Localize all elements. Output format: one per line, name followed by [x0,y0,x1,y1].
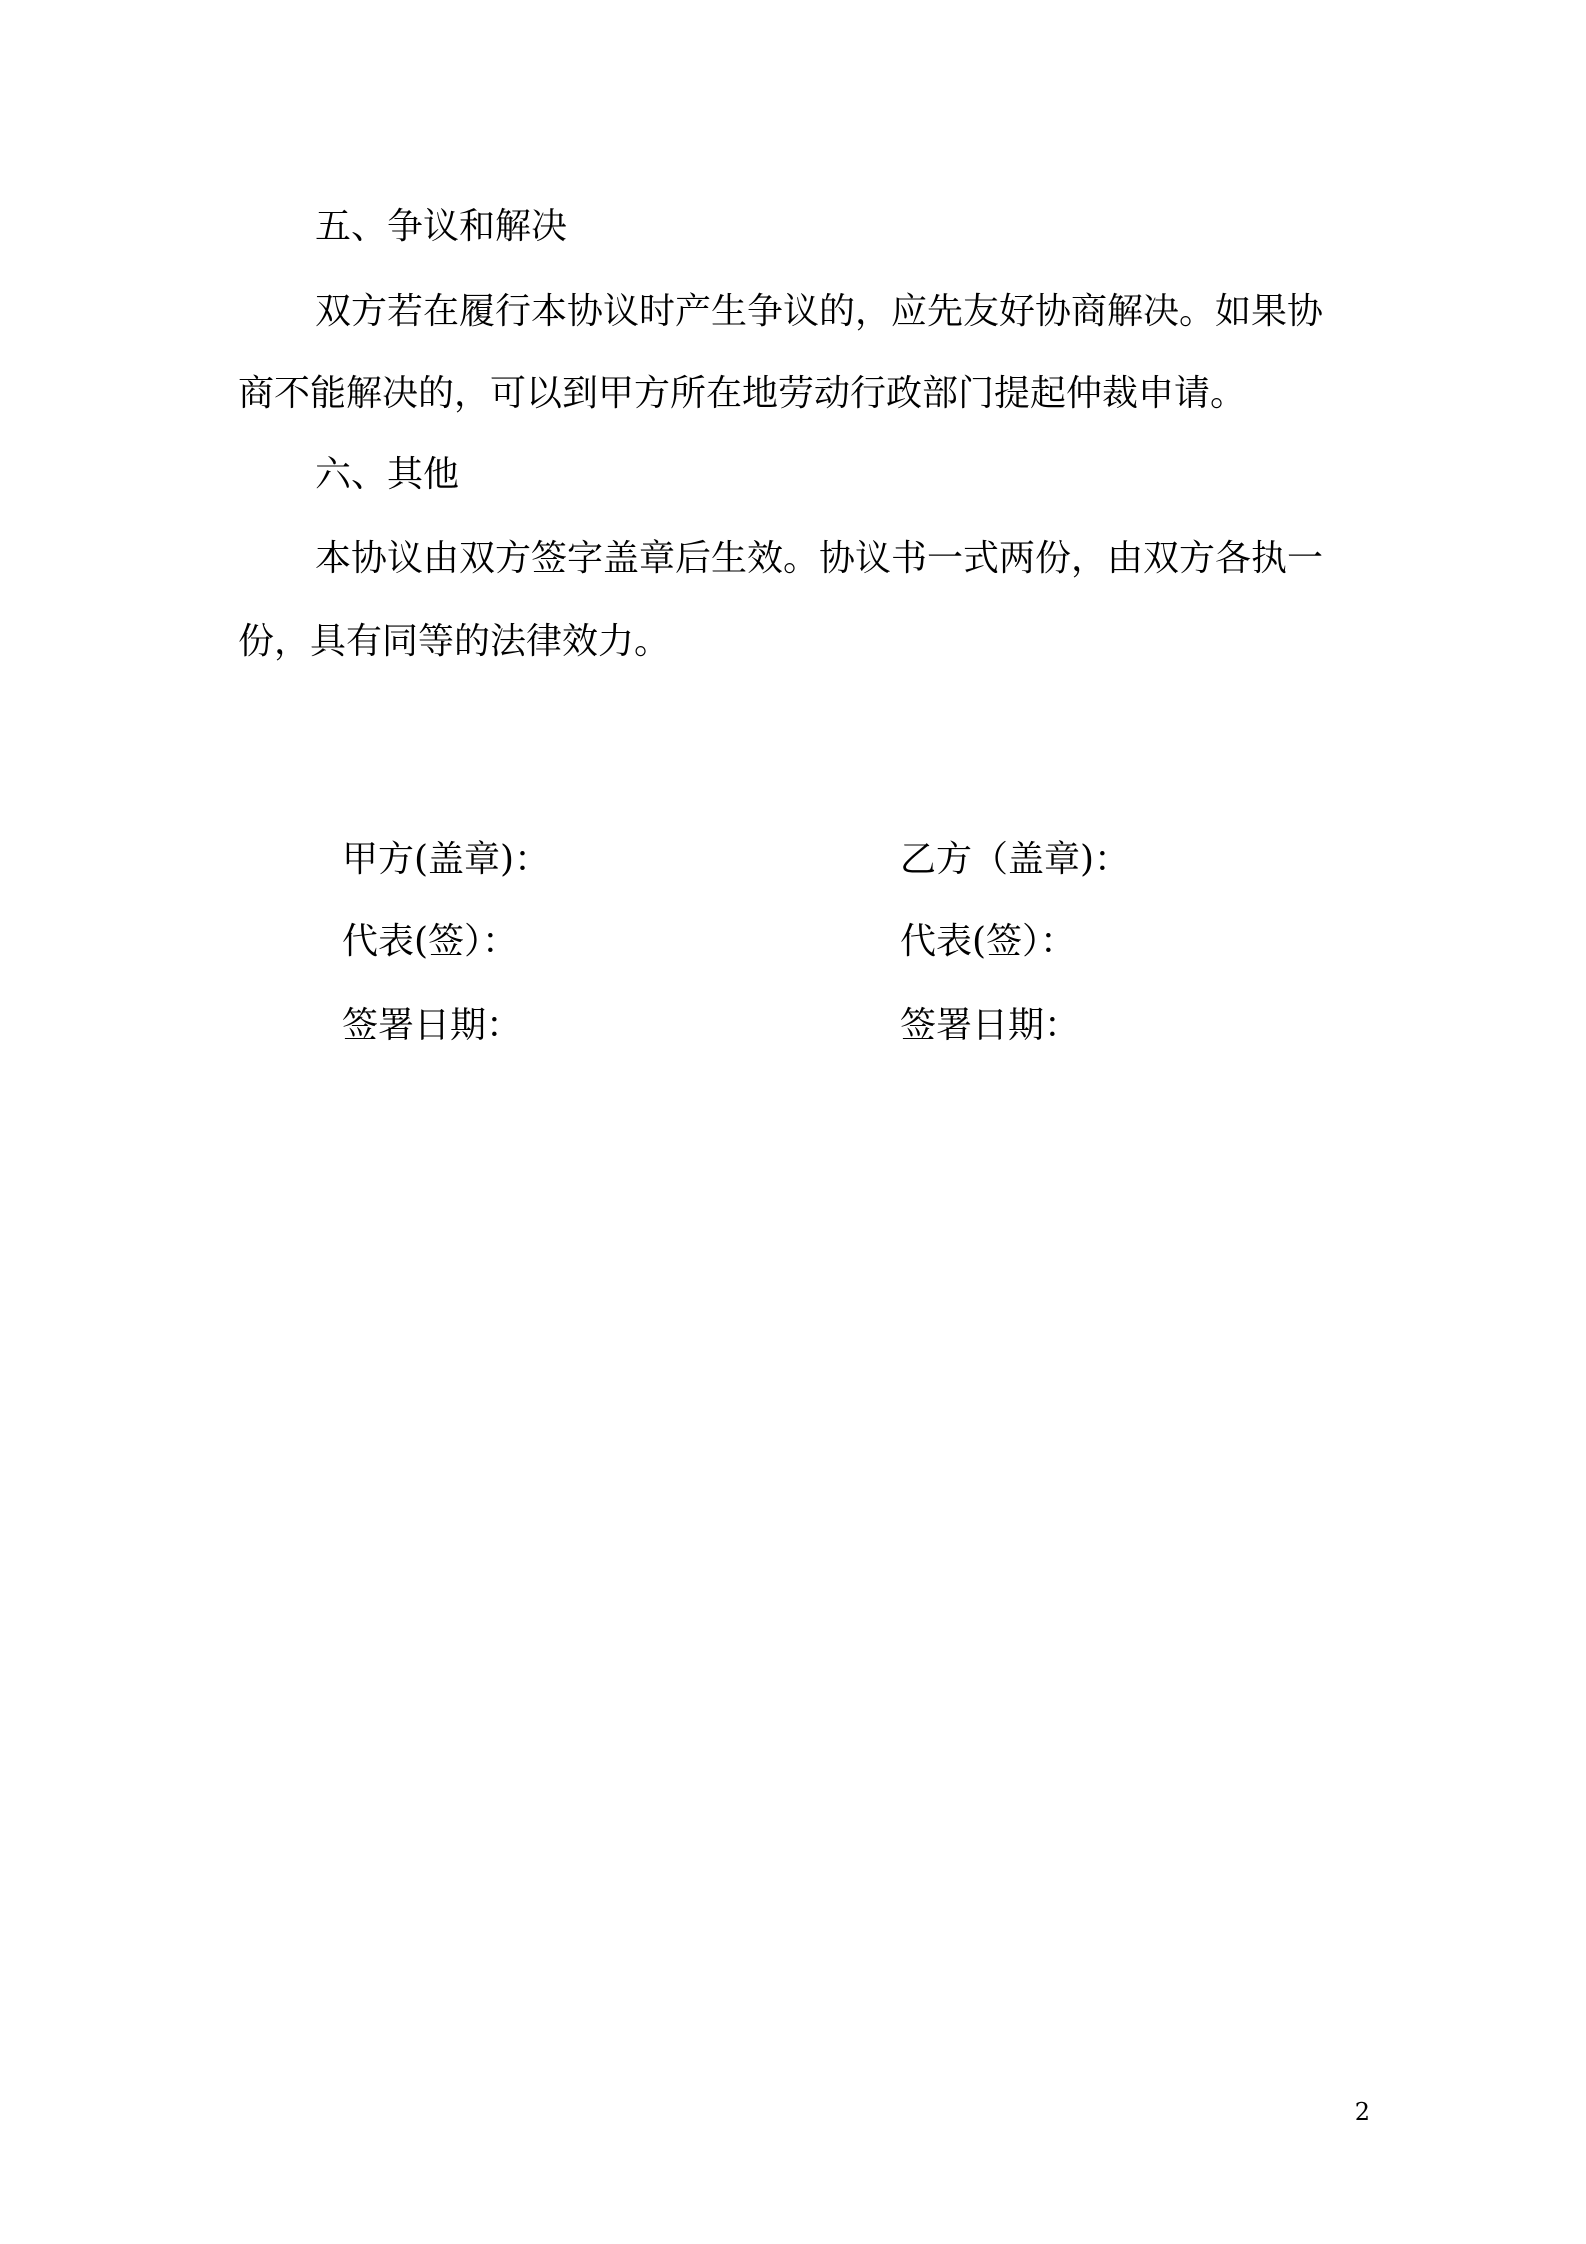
party-b-representative-label: 代表(签）： [900,921,1077,962]
party-a-date-label: 签署日期： [342,1005,523,1046]
page-number: 2 [1354,2098,1370,2126]
party-a-seal-label: 甲方(盖章)： [342,839,551,880]
party-a-representative-label: 代表(签）： [342,921,519,962]
party-b-date-label: 签署日期： [900,1005,1081,1046]
section-heading-dispute: 五、争议和解决 [315,206,568,247]
other-paragraph-line-2: 份，具有同等的法律效力。 [238,621,671,662]
section-heading-other: 六、其他 [315,454,460,495]
dispute-paragraph-line-1: 双方若在履行本协议时产生争议的，应先友好协商解决。如果协 [315,291,1324,332]
dispute-paragraph-line-2: 商不能解决的，可以到甲方所在地劳动行政部门提起仲裁申请。 [238,373,1247,414]
other-paragraph-line-1: 本协议由双方签字盖章后生效。协议书一式两份，由双方各执一 [315,538,1324,579]
party-b-seal-label: 乙方（盖章)： [900,839,1131,880]
